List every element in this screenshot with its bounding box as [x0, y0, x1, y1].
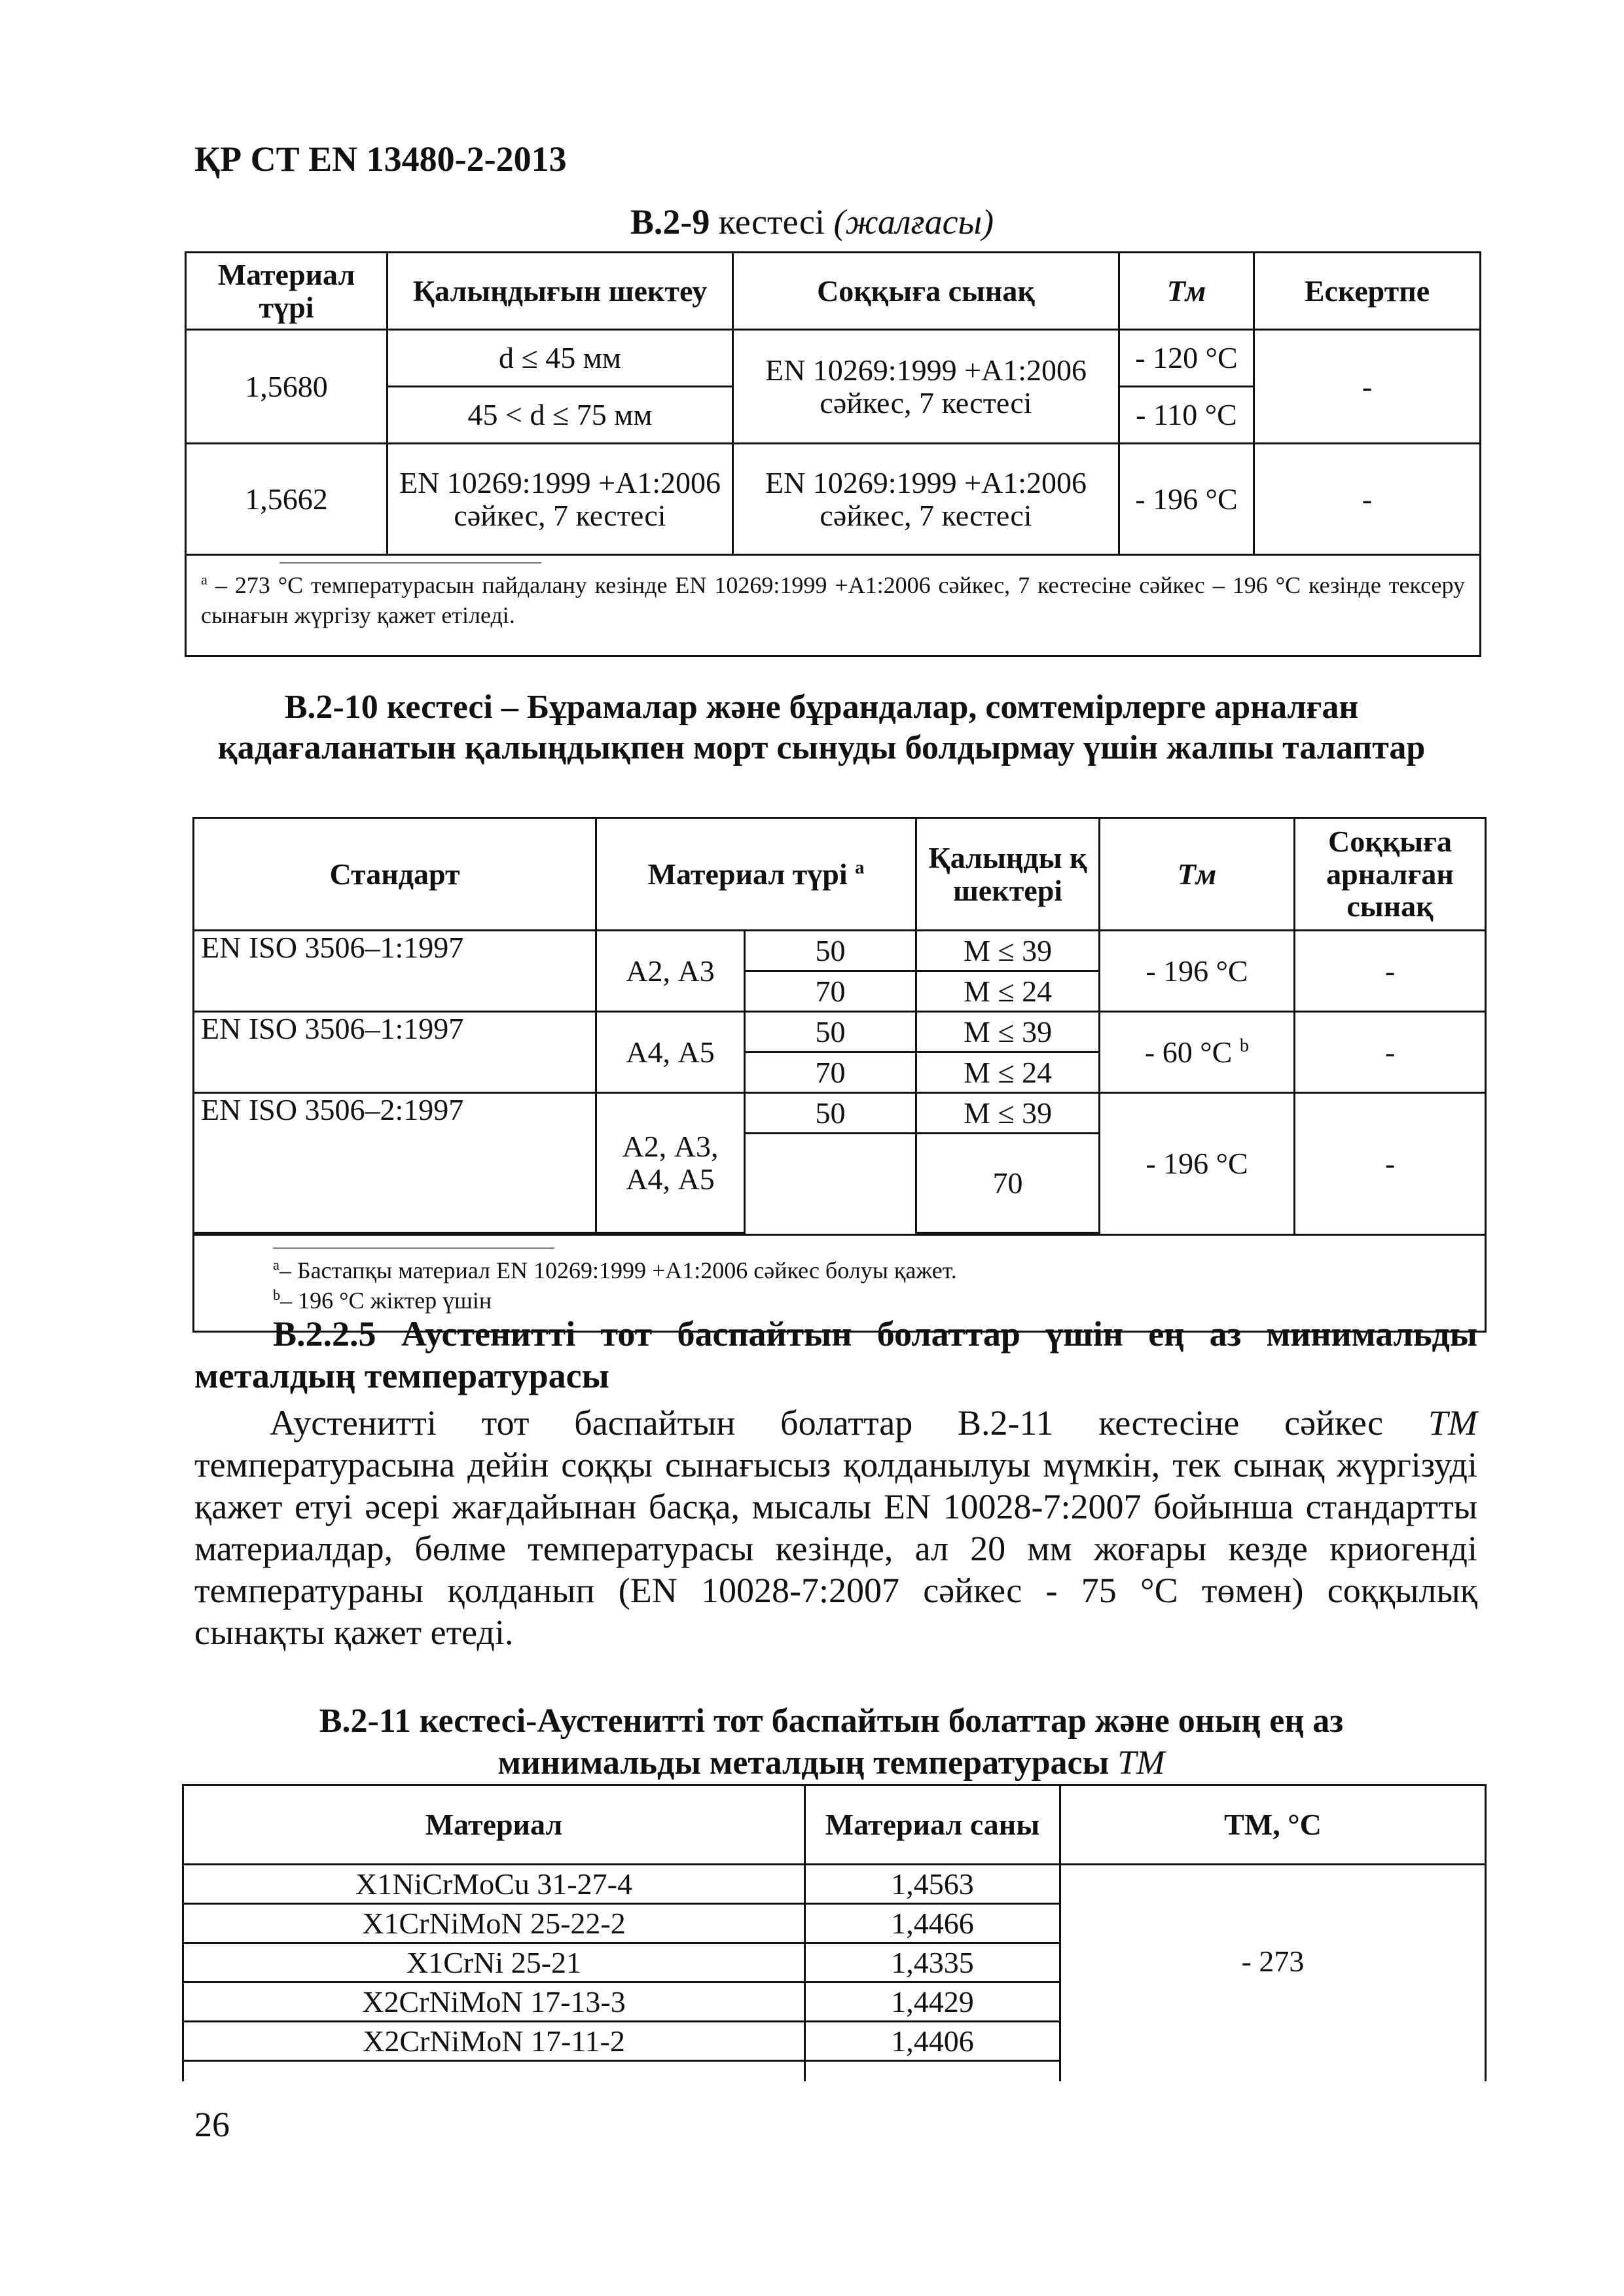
table2-footnote-text: – Бастапқы материал EN 10269:1999 +А1:2006 сәйкес болуы қажет. — [279, 1257, 957, 1284]
table1-footnote-text: – 273 °С температурасын пайдалану кезінде EN 10269:1999 +А1:2006 сәйкес, 7 кестесіне сәйкес – 196 °С кезінде тексеру сынағын жүргізу қажет етіледі. — [201, 572, 1465, 629]
table1-cell-test: EN 10269:1999 +А1:2006 сәйкес, 7 кестесі — [733, 330, 1119, 444]
section-paragraph-text: температурасына дейін соққы сынағысыз қолданылуы мүмкін, тек сынақ жүргізуді қажет етуі әсері жағдайынан басқа, мысалы EN 10028-7:2007 бойынша стандартты материалдар, бөлме температурасы кезінде, ал 20 мм жоғары кезде криогенді температураны қолданып (EN 10028-7:2007 сәйкес - 75 °С төмен) соққылық сынақты қажет етеді. — [194, 1445, 1477, 1652]
table1-caption — [0, 202, 1624, 242]
table2-title: В.2-10 кестесі – Бұрамалар және бұрандалар, сомтемірлерге арналған қадағаланатын қалыңдықпен морт сынуды болдырмау үшін жалпы талаптар — [217, 689, 1426, 766]
table1-cell-tm: - 196 °С — [1119, 444, 1254, 555]
table2-header-tm: Tм — [1100, 818, 1295, 931]
table1-header-thickness-limit: Қалыңдығын шектеу — [388, 253, 733, 330]
table2-cell-material: А4, А5 — [596, 1012, 745, 1093]
table2-tm-value: - 196 °С — [1146, 1147, 1248, 1181]
table3-header-material: Материал — [183, 1785, 805, 1865]
table2-cell-standard-empty — [745, 1134, 916, 1235]
table1-cell-limit: d ≤ 45 мм — [388, 330, 733, 387]
table2-header-material-type — [596, 818, 916, 931]
table2-cell-class: 70 — [916, 1134, 1100, 1233]
table2-cell-standard: EN ISO 3506–1:1997 — [194, 1012, 596, 1093]
table2-cell-limit: M ≤ 24 — [916, 1052, 1100, 1093]
table2-cell-test: - — [1295, 931, 1486, 1012]
footnote-separator — [280, 562, 541, 564]
table2-tm-value: - 60 °С — [1144, 1035, 1233, 1069]
table1-cell-limit: EN 10269:1999 +А1:2006 сәйкес, 7 кестесі — [388, 444, 733, 555]
table3-cell-number — [805, 2061, 1060, 2082]
table1-cell-material: 1,5662 — [186, 444, 388, 555]
section-paragraph-text: Аустенитті тот баспайтын болаттар В.2-11 кестесіне сәйкес — [270, 1403, 1428, 1443]
table2-cell-test: - — [1295, 1093, 1486, 1235]
table3-header-material-number: Материал саны — [805, 1785, 1060, 1865]
table2-cell-class: 70 — [745, 971, 916, 1012]
footnote-marker: b — [1239, 1035, 1250, 1056]
footnote-marker: b — [273, 1287, 281, 1304]
table3-clip — [177, 1784, 1492, 2081]
table1-cell-note: - — [1254, 330, 1481, 444]
table3-cell-material — [183, 2061, 805, 2082]
table2-header-material-type-text: Материал түрі — [647, 857, 848, 891]
table2-cell-material: А2, А3, А4, А5 — [596, 1093, 745, 1233]
footnote-marker: a — [273, 1257, 280, 1274]
table2-cell-limit: M ≤ 24 — [916, 971, 1100, 1012]
table2-footnote-text: – 196 °С жіктер үшін — [280, 1287, 492, 1314]
table2-tm-value: - 196 °С — [1146, 954, 1248, 988]
table1-header-material: Материал түрі — [186, 253, 388, 330]
table2-header-impact-test: Соққыға арналған сынақ — [1295, 818, 1486, 931]
table3-cell-number: 1,4406 — [805, 2022, 1060, 2061]
table2-cell-class: 50 — [745, 1012, 916, 1052]
table2-cell-tm — [1100, 931, 1295, 1012]
table3-cell-material: X1NiCrMoCu 31-27-4 — [183, 1865, 805, 1904]
table3-cell-number: 1,4563 — [805, 1865, 1060, 1904]
table2-footnote — [273, 1285, 1470, 1316]
table3-title-text: В.2-11 кестесі-Аустенитті тот баспайтын болаттар және оның ең аз минимальды металдың температурасы — [319, 1702, 1344, 1782]
table3-cell-material: X2CrNiMoN 17-13-3 — [183, 1982, 805, 2022]
footnote-marker: а — [855, 857, 865, 878]
table1-header-impact-test: Соққыға сынақ — [733, 253, 1119, 330]
table3 — [182, 1784, 1487, 2081]
table1-caption-number: В.2-9 — [630, 202, 710, 242]
table3-cell-material: X2CrNiMoN 17-11-2 — [183, 2022, 805, 2061]
table2-cell-limit: M ≤ 39 — [916, 1012, 1100, 1052]
table1-footnote — [201, 570, 1465, 630]
table1-header-note: Ескертпе — [1254, 253, 1481, 330]
table2 — [192, 817, 1487, 1333]
table1-footnote-cell — [186, 555, 1481, 656]
table2-cell-class: 50 — [745, 931, 916, 971]
table2-header-thickness: Қалыңды қ шектері — [916, 818, 1100, 931]
table2-cell-limit: M ≤ 39 — [916, 931, 1100, 971]
document-id: ҚР СТ EN 13480-2-2013 — [194, 139, 567, 179]
table2-cell-test: - — [1295, 1012, 1486, 1093]
table2-footnote — [273, 1255, 1470, 1285]
table3-cell-number: 1,4429 — [805, 1982, 1060, 2022]
table3-cell-number: 1,4466 — [805, 1904, 1060, 1943]
table2-cell-standard: EN ISO 3506–2:1997 — [194, 1093, 596, 1233]
table1-header-tm: Tм — [1119, 253, 1254, 330]
table3-header-tm: TM, °С — [1060, 1785, 1486, 1865]
section-heading: В.2.2.5 Аустенитті тот баспайтын болаттар үшін ең аз минимальды металдың температурасы — [194, 1314, 1477, 1395]
section-paragraph — [194, 1402, 1477, 1653]
table1-cell-note: - — [1254, 444, 1481, 555]
table2-cell-material: А2, А3 — [596, 931, 745, 1012]
table1-cell-limit: 45 < d ≤ 75 мм — [388, 387, 733, 444]
table1-cell-material: 1,5680 — [186, 330, 388, 444]
tm-symbol: TM — [1117, 1744, 1165, 1782]
page-number: 26 — [194, 2105, 230, 2144]
footnote-marker: a — [201, 571, 208, 588]
table3-cell-tm: - 273 — [1060, 1865, 1486, 2082]
table1-caption-continued: (жалғасы) — [833, 202, 994, 242]
table2-cell-class: 50 — [745, 1093, 916, 1134]
table1-cell-tm: - 120 °С — [1119, 330, 1254, 387]
table2-cell-tm — [1100, 1012, 1295, 1093]
table3-cell-material: X1CrNiMoN 25-22-2 — [183, 1904, 805, 1943]
table2-cell-limit: M ≤ 39 — [916, 1093, 1100, 1134]
table1 — [185, 251, 1481, 657]
table1-caption-text: кестесі — [710, 202, 834, 242]
table2-header-standard: Стандарт — [194, 818, 596, 931]
table1-cell-test: EN 10269:1999 +А1:2006 сәйкес, 7 кестесі — [733, 444, 1119, 555]
table2-cell-tm — [1100, 1093, 1295, 1235]
table2-cell-class: 70 — [745, 1052, 916, 1093]
table3-cell-number: 1,4335 — [805, 1943, 1060, 1982]
table2-cell-standard: EN ISO 3506–1:1997 — [194, 931, 596, 1012]
footnote-separator — [273, 1247, 554, 1249]
tm-symbol: TM — [1428, 1403, 1477, 1443]
table1-cell-tm: - 110 °С — [1119, 387, 1254, 444]
table3-title — [249, 1700, 1414, 1784]
table3-cell-material: X1CrNi 25-21 — [183, 1943, 805, 1982]
